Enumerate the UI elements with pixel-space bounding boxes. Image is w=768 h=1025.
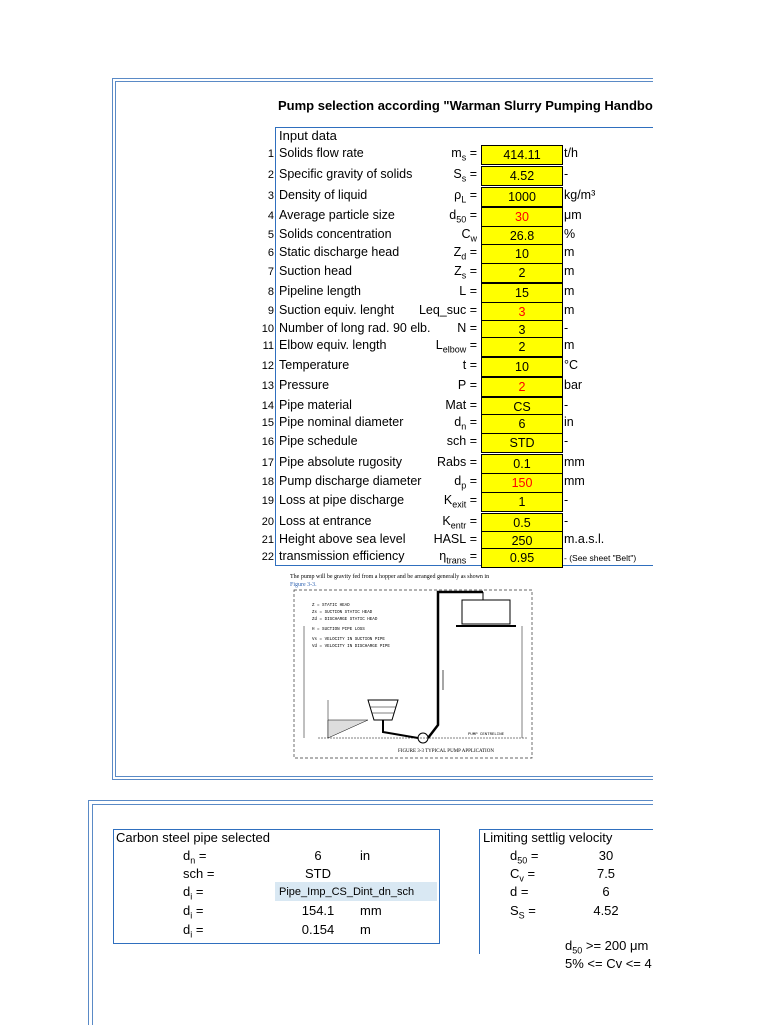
row-symbol: HASL = bbox=[433, 532, 477, 546]
row-label: Pump discharge diameter bbox=[279, 474, 422, 488]
row-label: Static discharge head bbox=[279, 245, 400, 259]
pipe-row-value: Pipe_Imp_CS_Dint_dn_sch bbox=[279, 886, 415, 898]
input-row bbox=[250, 454, 652, 473]
row-label: Solids concentration bbox=[279, 227, 392, 241]
row-unit: - bbox=[564, 514, 569, 528]
row-label: Pipe nominal diameter bbox=[279, 415, 404, 429]
row-number: 5 bbox=[267, 229, 274, 241]
row-value-input[interactable]: CS bbox=[481, 397, 563, 417]
settle-row-symbol: d = bbox=[510, 884, 529, 899]
svg-text:Vs = VELOCITY IN SUCTION P: Vs = VELOCITY IN SUCTION PIPE bbox=[312, 638, 385, 642]
row-number: 13 bbox=[261, 380, 274, 392]
row-symbol: $\eta_{trans}$ = bbox=[439, 549, 477, 566]
settling-note-1: $d_{50} >= 200$ μm bbox=[565, 938, 649, 956]
row-label: Temperature bbox=[279, 358, 350, 372]
row-unit: kg/m³ bbox=[564, 188, 596, 202]
input-row bbox=[250, 226, 652, 245]
input-row bbox=[250, 207, 652, 226]
row-unit: - bbox=[564, 167, 569, 181]
row-label: Pipe absolute rugosity bbox=[279, 455, 402, 469]
row-label: Pressure bbox=[279, 378, 330, 392]
row-value-input[interactable]: 3 bbox=[481, 320, 563, 340]
row-value-input[interactable]: 15 bbox=[481, 283, 563, 303]
row-value-input[interactable]: 0.1 bbox=[481, 454, 563, 474]
settle-row-symbol: $S_S$ = bbox=[510, 903, 536, 921]
row-number: 6 bbox=[267, 247, 274, 259]
row-number: 4 bbox=[267, 210, 274, 222]
row-label: Specific gravity of solids bbox=[279, 167, 413, 181]
figure-caption-bottom: FIGURE 3-3 TYPICAL PUMP APPLICATION bbox=[398, 749, 494, 754]
row-unit: m bbox=[564, 284, 575, 298]
row-value-input[interactable]: 1 bbox=[481, 492, 563, 512]
row-unit: - bbox=[564, 493, 569, 507]
row-value-input[interactable]: 250 bbox=[481, 531, 563, 551]
row-value-input[interactable]: 30 bbox=[481, 207, 563, 227]
row-symbol: $K_{exit}$ = bbox=[443, 493, 477, 510]
row-value-input[interactable]: STD bbox=[481, 433, 563, 453]
row-label: Suction equiv. lenght bbox=[279, 303, 395, 317]
row-unit: - (See sheet "Belt") bbox=[564, 553, 637, 563]
row-number: 17 bbox=[261, 457, 274, 469]
row-number: 10 bbox=[261, 323, 274, 335]
pipe-row-symbol: $d_i$ = bbox=[183, 884, 204, 902]
row-unit: t/h bbox=[564, 146, 578, 160]
row-label: Loss at pipe discharge bbox=[279, 493, 405, 507]
pump-application-figure bbox=[288, 570, 538, 765]
row-number: 11 bbox=[262, 340, 274, 352]
row-number: 16 bbox=[261, 436, 274, 448]
row-unit: mm bbox=[564, 474, 585, 488]
input-row bbox=[250, 166, 652, 185]
row-symbol: $Z_s$ = bbox=[454, 264, 477, 281]
row-symbol: $d_p$ = bbox=[454, 474, 477, 491]
row-symbol: N = bbox=[457, 321, 477, 335]
settle-row-symbol: $C_v$ = bbox=[510, 866, 536, 884]
row-unit: μm bbox=[564, 208, 582, 222]
pipe-row-unit: in bbox=[360, 848, 371, 863]
row-number: 18 bbox=[261, 476, 274, 488]
row-number: 12 bbox=[261, 360, 274, 372]
row-label: Solids flow rate bbox=[279, 146, 364, 160]
row-value-input[interactable]: 0.95 bbox=[481, 548, 563, 568]
row-symbol: Mat = bbox=[445, 398, 477, 412]
row-unit: % bbox=[564, 227, 576, 241]
input-data-header: Input data bbox=[279, 128, 337, 143]
row-number: 8 bbox=[267, 286, 274, 298]
row-number: 14 bbox=[261, 400, 274, 412]
row-value-input[interactable]: 3 bbox=[481, 302, 563, 322]
pipe-row-symbol: sch = bbox=[183, 866, 215, 881]
row-value-input[interactable]: 2 bbox=[481, 263, 563, 283]
svg-text:Zd = DISCHARGE STATIC HEAD: Zd = DISCHARGE STATIC HEAD bbox=[312, 618, 378, 622]
row-symbol: $\rho_L$ = bbox=[454, 188, 477, 205]
settling-note-2: 5% <= Cv <= 4 bbox=[565, 956, 652, 971]
row-value-input[interactable]: 0.5 bbox=[481, 513, 563, 533]
row-unit: bar bbox=[564, 378, 583, 392]
svg-text:Zs = SUCTION STATIC HEAD: Zs = SUCTION STATIC HEAD bbox=[312, 611, 373, 615]
row-value-input[interactable]: 414.11 bbox=[481, 145, 563, 165]
row-symbol: $m_s$ = bbox=[451, 146, 477, 163]
row-symbol: $K_{entr}$ = bbox=[442, 514, 477, 531]
row-value-input[interactable]: 10 bbox=[481, 244, 563, 264]
row-number: 1 bbox=[267, 148, 274, 160]
input-row bbox=[250, 492, 652, 511]
row-unit: m bbox=[564, 303, 575, 317]
row-unit: - bbox=[564, 434, 569, 448]
row-number: 7 bbox=[267, 266, 274, 278]
row-symbol: $Z_d$ = bbox=[453, 245, 477, 262]
row-symbol: t = bbox=[462, 358, 477, 372]
pipe-row-unit: mm bbox=[360, 903, 382, 918]
row-value-input[interactable]: 2 bbox=[481, 337, 563, 357]
settling-velocity-box bbox=[479, 829, 653, 954]
row-symbol: $d_n$ = bbox=[454, 415, 477, 432]
row-symbol: $S_s$ = bbox=[453, 167, 477, 184]
figure-caption-top-2: Figure 3-3. bbox=[290, 582, 317, 588]
row-number: 9 bbox=[267, 305, 274, 317]
row-number: 15 bbox=[261, 417, 274, 429]
row-value-input[interactable]: 10 bbox=[481, 357, 563, 377]
row-number: 22 bbox=[261, 551, 274, 563]
row-label: Height above sea level bbox=[279, 532, 406, 546]
row-symbol: P = bbox=[457, 378, 477, 392]
pipe-row-symbol: $d_i$ = bbox=[183, 903, 204, 921]
input-row bbox=[250, 513, 652, 532]
input-row bbox=[250, 283, 652, 302]
svg-text:H = SUCTION PIPE LOSS: H = SUCTION PIPE LOSS bbox=[312, 628, 365, 632]
row-label: Pipe schedule bbox=[279, 434, 358, 448]
row-symbol: Leq_suc = bbox=[418, 303, 477, 317]
row-symbol: $d_{50}$ = bbox=[449, 208, 477, 225]
input-row bbox=[250, 414, 652, 433]
input-row bbox=[250, 187, 652, 206]
row-unit: m bbox=[564, 264, 575, 278]
row-symbol: sch = bbox=[446, 434, 477, 448]
input-row bbox=[250, 473, 652, 492]
row-symbol: L = bbox=[459, 284, 477, 298]
pipe-row-symbol: $d_n$ = bbox=[183, 848, 207, 866]
row-label: transmission efficiency bbox=[279, 549, 405, 563]
settling-velocity-header: Limiting settlig velocity bbox=[483, 830, 613, 845]
row-symbol: $C_w$ bbox=[461, 227, 477, 244]
row-number: 3 bbox=[267, 190, 274, 202]
row-unit: in bbox=[564, 415, 574, 429]
row-unit: - bbox=[564, 321, 569, 335]
settle-row-symbol: $d_{50}$ = bbox=[510, 848, 539, 866]
row-value-input[interactable]: 150 bbox=[481, 473, 563, 493]
row-label: Elbow equiv. length bbox=[279, 338, 387, 352]
row-label: Pipe material bbox=[279, 398, 352, 412]
input-row bbox=[250, 357, 652, 376]
row-value-input[interactable]: 2 bbox=[481, 377, 563, 397]
row-unit: m.a.s.l. bbox=[564, 532, 605, 546]
input-row bbox=[250, 433, 652, 452]
input-row bbox=[250, 337, 652, 356]
row-label: Number of long rad. 90 elb. bbox=[279, 321, 431, 335]
row-symbol: Rabs = bbox=[437, 455, 477, 469]
row-value-input[interactable]: 4.52 bbox=[481, 166, 563, 186]
input-row bbox=[250, 263, 652, 282]
row-label: Pipeline length bbox=[279, 284, 362, 298]
row-number: 20 bbox=[261, 516, 274, 528]
row-unit: °C bbox=[564, 358, 579, 372]
input-row bbox=[250, 302, 652, 321]
input-row bbox=[250, 548, 652, 567]
row-unit: m bbox=[564, 338, 575, 352]
svg-text:Z = STATIC HEAD: Z = STATIC HEAD bbox=[312, 604, 350, 608]
row-value-input[interactable]: 6 bbox=[481, 414, 563, 434]
row-value-input[interactable]: 26.8 bbox=[481, 226, 563, 246]
row-number: 21 bbox=[261, 534, 274, 546]
row-label: Loss at entrance bbox=[279, 514, 372, 528]
pipe-selected-header: Carbon steel pipe selected bbox=[116, 830, 270, 845]
page-title: Pump selection according "Warman Slurry Pumping Handbo bbox=[278, 98, 653, 113]
input-row bbox=[250, 145, 652, 164]
svg-text:Vd = VELOCITY IN DISCHARGE: Vd = VELOCITY IN DISCHARGE PIPE bbox=[312, 645, 390, 649]
row-label: Average particle size bbox=[279, 208, 395, 222]
pipe-row-unit: m bbox=[360, 922, 371, 937]
pipe-row-symbol: $d_i$ = bbox=[183, 922, 204, 940]
row-unit: mm bbox=[564, 455, 585, 469]
row-label: Density of liquid bbox=[279, 188, 368, 202]
row-unit: - bbox=[564, 398, 569, 412]
row-symbol: $L_{elbow}$ = bbox=[435, 338, 477, 355]
input-row bbox=[250, 377, 652, 396]
row-number: 2 bbox=[267, 169, 274, 181]
row-label: Suction head bbox=[279, 264, 352, 278]
input-row bbox=[250, 244, 652, 263]
figure-caption-top: The pump will be gravity fed from a hopper and be arranged generally as shown in bbox=[290, 574, 490, 580]
figure-legend bbox=[312, 604, 390, 649]
row-value-input[interactable]: 1000 bbox=[481, 187, 563, 207]
pump-centreline-label: PUMP CENTRELINE bbox=[468, 733, 505, 737]
row-unit: m bbox=[564, 245, 575, 259]
row-number: 19 bbox=[261, 495, 274, 507]
